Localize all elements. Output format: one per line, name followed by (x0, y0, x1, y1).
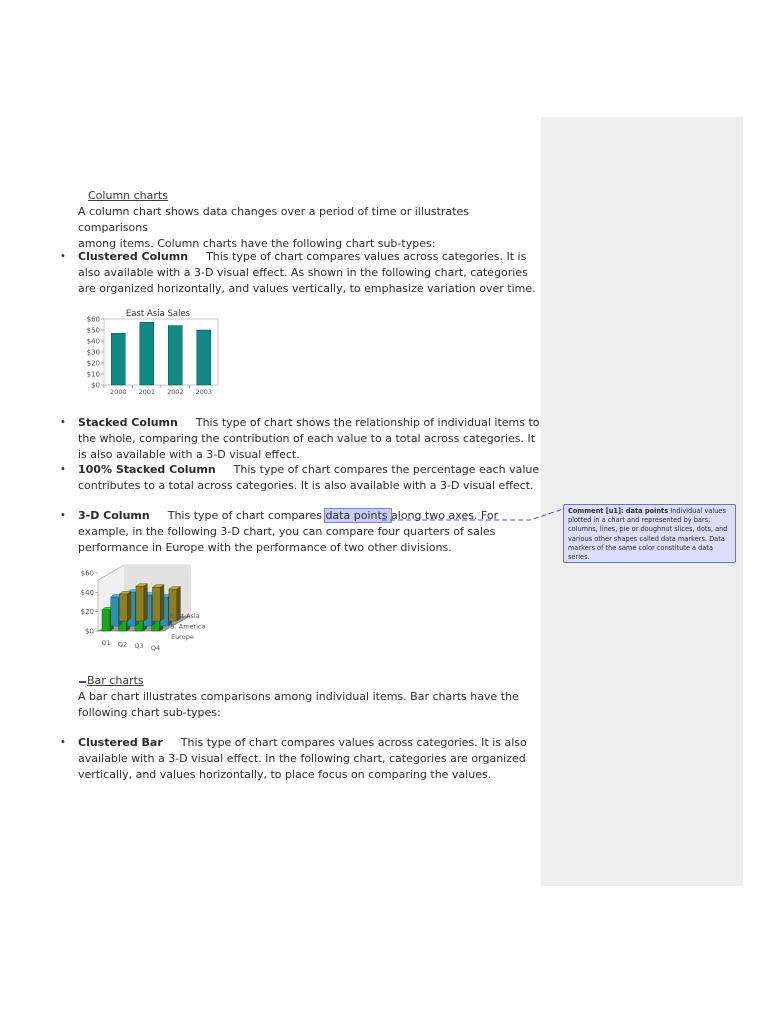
comment-text: Individual values plotted in a chart and represented by bars, columns, lines, pie or doughnut slices, dots, and various other shapes called data markers. Data markers of the same color constitute a data series. (568, 507, 728, 562)
chart2-bar (119, 591, 130, 621)
clustered-column-line2: also available with a 3-D visual effect. As shown in the following chart, categories (78, 266, 528, 279)
stacked-column-term: Stacked Column (78, 416, 178, 429)
bar-charts-heading[interactable]: Bar charts (87, 674, 144, 687)
chart2-ytick-label: $0 (85, 627, 94, 636)
stacked-100-term: 100% Stacked Column (78, 463, 216, 476)
chart1-ytick-label: $30 (86, 348, 100, 357)
column-3d-line1-post: along two axes. For (391, 509, 499, 522)
chart1-ytick-label: $50 (86, 326, 100, 335)
bullet-100-stacked-column: • (60, 464, 66, 475)
stacked-column-paragraph (78, 415, 540, 463)
clustered-bar-line3: vertically, and values horizontally, to place focus on comparing the values. (78, 768, 492, 781)
bar-intro-line1: A bar chart illustrates comparisons among individual items. Bar charts have the (78, 690, 519, 703)
east-asia-sales-chart (78, 306, 224, 398)
chart1-bar (197, 330, 211, 385)
column-intro-line1: A column chart shows data changes over a period of time or illustrates comparisons (78, 205, 469, 234)
bullet-clustered-bar: • (60, 737, 66, 748)
clustered-column-line1: This type of chart compares values across categories. It is (206, 250, 527, 263)
clustered-bar-line2: available with a 3-D visual effect. In the following chart, categories are organized (78, 752, 526, 765)
clustered-bar-paragraph (78, 735, 540, 783)
chart1-bar (140, 322, 154, 385)
clustered-bar-term: Clustered Bar (78, 736, 163, 749)
column-charts-heading[interactable]: Column charts (88, 189, 168, 202)
stacked-column-line3: is also available with a 3-D visual effect. (78, 448, 300, 461)
chart2-series-label: S. America (170, 622, 206, 631)
column-3d-line2: example, in the following 3-D chart, you can compare four quarters of sales (78, 525, 496, 538)
chart2-xtick-label: Q4 (150, 643, 161, 652)
chart2-ytick-label: $40 (80, 588, 94, 597)
comment-balloon[interactable] (563, 504, 736, 563)
comment-term: data points (625, 507, 669, 515)
chart2-series-label: Europe (171, 633, 194, 641)
chart2-series-label: East Asia (170, 612, 200, 620)
clustered-column-term: Clustered Column (78, 250, 189, 263)
chart2-bar (152, 585, 164, 621)
chart1-ytick-label: $60 (86, 315, 100, 324)
clustered-bar-line1: This type of chart compares values across categories. It is also (180, 736, 527, 749)
3d-column-chart (78, 560, 228, 656)
chart2-xtick-label: Q1 (101, 639, 111, 647)
stacked-100-line2: contributes to a total across categories. It is also available with a 3-D visual effect. (78, 479, 534, 492)
chart1-xtick-label: 2001 (138, 388, 156, 396)
chart2-ytick-label: $60 (80, 569, 94, 578)
comment-label: Comment [u1]: (568, 507, 624, 515)
clustered-column-line3: are organized horizontally, and values vertically, to emphasize variation over time. (78, 282, 536, 295)
insertion-mark (79, 681, 86, 683)
bullet-3d-column: • (60, 510, 66, 521)
column-intro-line2: among items. Column charts have the following chart sub-types: (78, 237, 436, 250)
comment-margin-pane (541, 117, 743, 886)
chart1-ytick-label: $10 (86, 370, 100, 379)
stacked-column-line2: the whole, comparing the contribution of each value to a total across categories. It (78, 432, 536, 445)
bullet-stacked-column: • (60, 417, 66, 428)
chart1-title: East Asia Sales (125, 309, 191, 319)
chart1-ytick-label: $40 (86, 337, 100, 346)
bar-intro-line2: following chart sub-types: (78, 706, 221, 719)
stacked-100-line1: This type of chart compares the percentage each value (233, 463, 540, 476)
data-points-comment-anchor[interactable]: data points (325, 509, 392, 522)
chart2-xtick-label: Q2 (117, 640, 128, 649)
chart1-bar (111, 333, 125, 385)
chart1-bar (168, 326, 182, 385)
chart2-xtick-label: Q3 (134, 642, 144, 651)
column-3d-line3: performance in Europe with the performance of two other divisions. (78, 541, 452, 554)
stacked-100-paragraph (78, 462, 540, 494)
chart1-ytick-label: $0 (91, 381, 100, 390)
comment-connector-line (370, 505, 570, 525)
chart2-ytick-label: $20 (80, 608, 94, 617)
chart1-ytick-label: $20 (86, 359, 100, 368)
bullet-clustered-column: • (60, 251, 66, 262)
chart2-bar (136, 584, 148, 621)
column-3d-term: 3-D Column (78, 509, 150, 522)
chart1-xtick-label: 2003 (195, 388, 213, 396)
column-3d-line1-pre: This type of chart compares (167, 509, 326, 522)
chart1-xtick-label: 2000 (109, 388, 127, 396)
bar-intro (78, 689, 540, 721)
clustered-column-paragraph (78, 249, 540, 297)
column-intro (78, 204, 540, 252)
chart1-xtick-label: 2002 (166, 388, 184, 396)
stacked-column-line1: This type of chart shows the relationship of individual items to (195, 416, 540, 429)
